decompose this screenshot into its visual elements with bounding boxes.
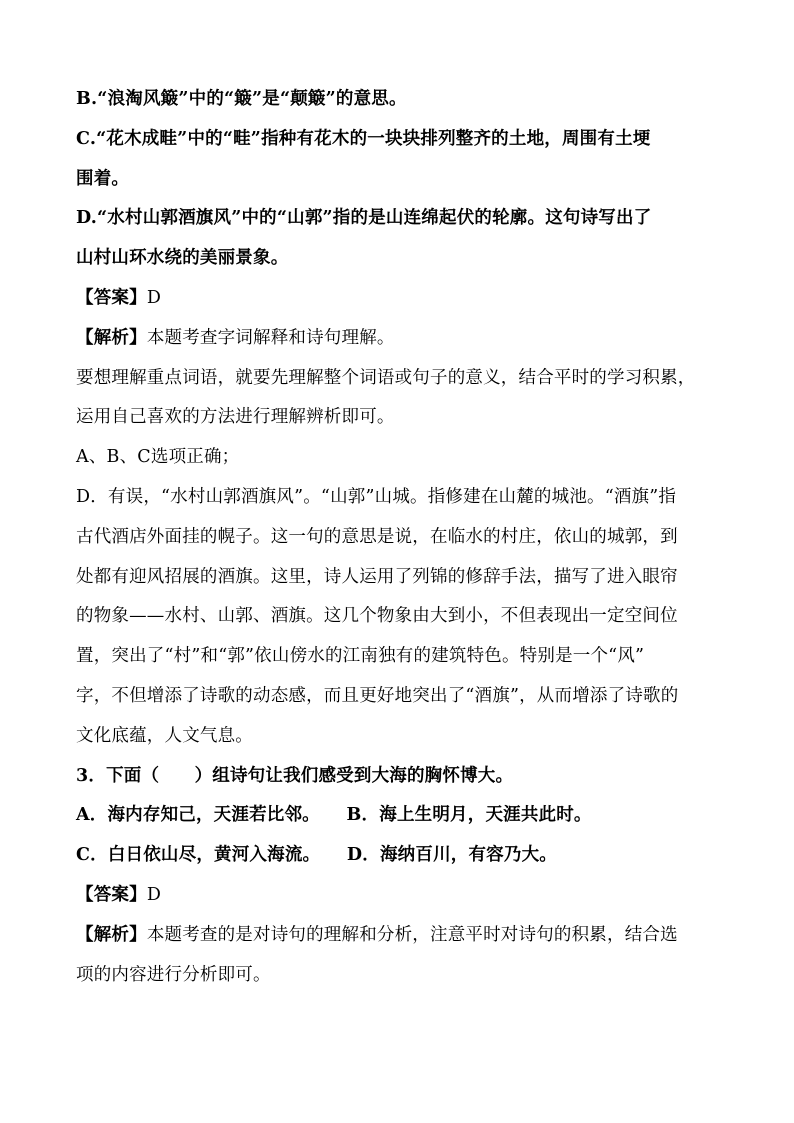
analysis-text-line: D．有误，“水村山郭酒旗风”。“山郭”山城。指修建在山麓的城池。“酒旗”指 [76,486,677,507]
analysis-line-2 [76,916,726,956]
document-page [76,80,726,995]
analysis-text-line: 的物象——水村、山郭、酒旗。这几个物象由大到小，不但表现出一定空间位 [76,606,678,627]
answer-label: 【答案】 [76,884,147,905]
question-3-options-row-2 [76,836,726,876]
answer-value: D [146,884,162,905]
analysis-text-line: 项的内容进行分析即可。 [76,964,271,985]
analysis-first-text: 本题考查的是对诗句的理解和分析，注意平时对诗句的积累，结合选 [146,924,678,945]
option-c-line-1: C.“花木成畦”中的“畦”指种有花木的一块块排列整齐的土地，周围有土埂 [76,128,651,149]
analysis-text-line: 古代酒店外面挂的幌子。这一句的意思是说，在临水的村庄，依山的城郭，到 [76,526,678,547]
option-a: A．海内存知己，天涯若比邻。 [76,805,312,826]
analysis-text-line: 运用自己喜欢的方法进行理解辨析即可。 [76,407,395,428]
question-3-options-row-1 [76,796,726,836]
answer-label: 【答案】 [76,287,147,308]
option-d-line-2: 山村山环水绕的美丽景象。 [76,248,289,269]
analysis-line-1 [76,319,726,359]
answer-line-2 [76,876,726,916]
option-b-line: B.“浪淘风簸”中的“簸”是“颠簸”的意思。 [76,89,407,109]
option-b: B．海上生明月，天涯共此时。 [346,805,592,826]
analysis-text-line: 要想理解重点词语，就要先理解整个词语或句子的意义，结合平时的学习积累， [76,367,696,388]
option-d: D．海纳百川，有容乃大。 [346,845,557,866]
analysis-text-line: 字，不但增添了诗歌的动态感，而且更好地突出了“酒旗”，从而增添了诗歌的 [76,685,679,706]
analysis-text-line: 置，突出了“村”和“郭”依山傍水的江南独有的建筑特色。特别是一个“风” [76,646,645,667]
analysis-text-line: A、B、C选项正确； [76,447,240,468]
answer-line-1 [76,279,726,319]
option-c-line-2: 围着。 [76,168,130,189]
analysis-text-line: 处都有迎风招展的酒旗。这里，诗人运用了列锦的修辞手法，描写了进入眼帘 [76,566,678,587]
question-3-stem: 3．下面（ ）组诗句让我们感受到大海的胸怀博大。 [76,765,514,786]
analysis-text-line: 文化底蕴，人文气息。 [76,725,253,746]
answer-value: D [146,287,162,308]
analysis-first-text: 本题考查字词解释和诗句理解。 [146,327,395,348]
option-d-line-1: D.“水村山郭酒旗风”中的“山郭”指的是山连绵起伏的轮廓。这句诗写出了 [76,208,652,229]
option-c: C．白日依山尽，黄河入海流。 [76,845,312,866]
analysis-label: 【解析】 [76,327,147,348]
analysis-label: 【解析】 [76,924,147,945]
